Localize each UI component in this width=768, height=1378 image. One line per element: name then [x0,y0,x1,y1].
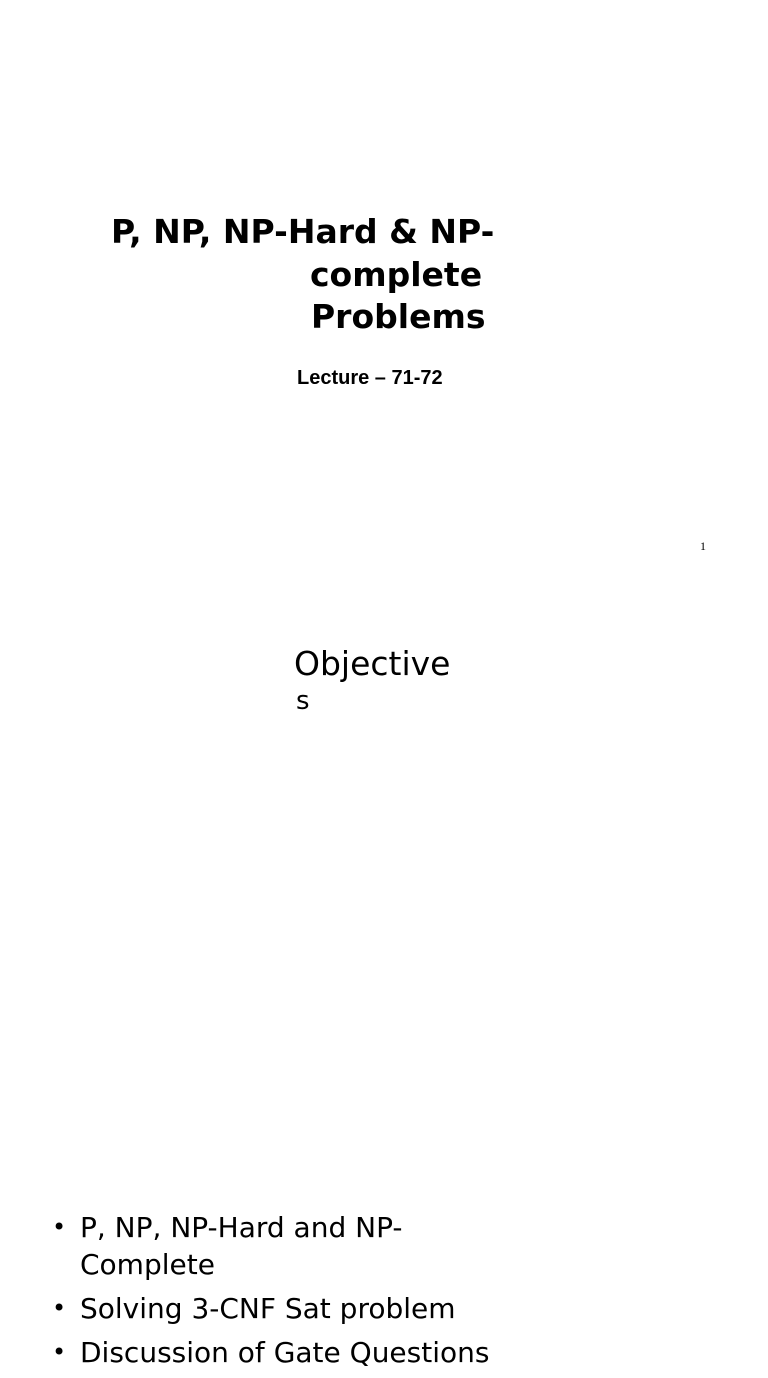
slide-title-line-3: Problems [311,297,486,336]
objectives-heading-wrap: s [296,686,310,716]
objectives-heading: Objective [294,644,451,683]
bullet-icon: • [52,1213,67,1241]
objectives-list [52,1209,489,1378]
slide-title-line-2: complete [310,255,483,294]
bullet-icon: • [52,1338,67,1366]
list-item-text: Discussion of Gate Questions [80,1336,490,1369]
slide-objectives [0,512,768,1369]
list-item-text-continued: Complete [80,1248,215,1281]
lecture-subtitle: Lecture – 71-72 [297,367,443,389]
list-item-text: P, NP, NP-Hard and NP- [80,1211,403,1244]
slide-title [0,0,768,553]
list-item [52,1334,489,1371]
bullet-icon: • [52,1294,67,1322]
list-item [52,1290,489,1327]
list-item-text: Solving 3-CNF Sat problem [80,1292,456,1325]
page-number: 1 [700,539,706,553]
list-item [52,1209,489,1283]
slide-title-line-1: P, NP, NP-Hard & NP- [111,212,495,251]
